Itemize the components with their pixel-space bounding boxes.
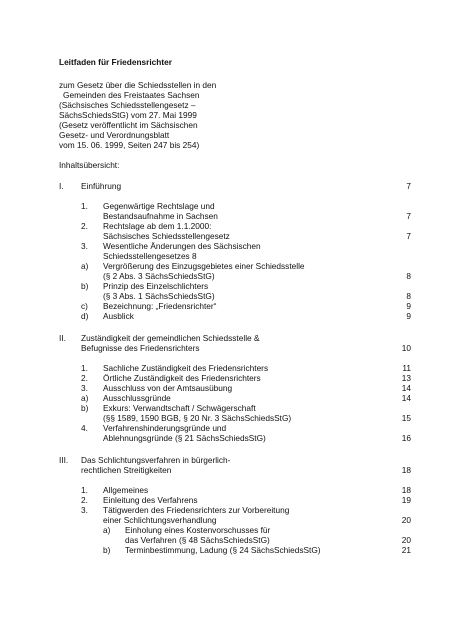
toc-title: Vergrößerung des Einzugsgebietes einer Schiedsstelle [103, 261, 305, 271]
toc-title: Exkurs: Verwandtschaft / Schwägerschaft [103, 403, 256, 413]
toc-number: I. [59, 181, 64, 191]
toc-page-number: 9 [406, 301, 411, 311]
toc-title: einer Schlichtungsverhandlung [103, 515, 217, 525]
toc-page-number: 13 [401, 373, 411, 383]
toc-title: Das Schlichtungsverfahren in bürgerlich- [81, 455, 231, 465]
toc-title: Einholung eines Kostenvorschusses für [125, 525, 271, 535]
toc-title: Bezeichnung: „Friedensrichter“ [103, 301, 217, 311]
toc-title: Einführung [81, 181, 122, 191]
toc-page-number: 19 [401, 495, 411, 505]
toc-number: a) [81, 393, 89, 403]
toc-number: 3. [81, 505, 88, 515]
toc-title: Einleitung des Verfahrens [103, 495, 198, 505]
toc-number: 2. [81, 495, 88, 505]
toc-number: a) [103, 525, 111, 535]
toc-page-number: 20 [401, 535, 411, 545]
intro-line: vom 15. 06. 1999, Seiten 247 bis 254) [59, 140, 200, 150]
toc-title: Wesentliche Änderungen des Sächsischen [103, 241, 261, 251]
toc-title: Bestandsaufnahme in Sachsen [103, 211, 218, 221]
toc-page-number: 18 [401, 485, 411, 495]
toc-title: Ablehnungsgründe (§ 21 SächsSchiedsStG) [103, 433, 266, 443]
toc-title: Ausschlussgründe [103, 393, 171, 403]
toc-title: (§ 3 Abs. 1 SächsSchiedsStG) [103, 291, 215, 301]
toc-page-number: 10 [401, 343, 411, 353]
intro-line: (Sächsisches Schiedsstellengesetz – [59, 100, 196, 110]
toc-page-number: 11 [402, 363, 411, 373]
toc-number: b) [103, 545, 111, 555]
toc-page-number: 7 [406, 231, 411, 241]
intro-line: (Gesetz veröffentlicht im Sächsischen [59, 120, 198, 130]
toc-title: Sachliche Zuständigkeit des Friedensrichters [103, 363, 269, 373]
toc-number: 3. [81, 241, 88, 251]
toc-page-number: 15 [401, 413, 411, 423]
toc-title: Sächsisches Schiedsstellengesetz [103, 231, 230, 241]
toc-title: Ausblick [103, 311, 134, 321]
toc-number: c) [81, 301, 88, 311]
toc-number: II. [59, 333, 66, 343]
toc-page-number: 16 [401, 433, 411, 443]
toc-number: III. [59, 455, 69, 465]
toc-title: Schiedsstellengesetzes 8 [103, 251, 197, 261]
toc-heading: Inhaltsübersicht: [59, 160, 120, 170]
toc-title: Rechtslage ab dem 1.1.2000: [103, 221, 212, 231]
intro-line: zum Gesetz über die Schiedsstellen in den [59, 80, 217, 90]
toc-title: (§ 2 Abs. 3 SächsSchiedsStG) [103, 271, 215, 281]
toc-number: 3. [81, 383, 88, 393]
toc-title: (§§ 1589, 1590 BGB, § 20 Nr. 3 SächsSchiedsStG) [103, 413, 292, 423]
toc-page-number: 14 [401, 383, 411, 393]
toc-number: d) [81, 311, 89, 321]
toc-number: 4. [81, 423, 88, 433]
toc-title: Tätigwerden des Friedensrichters zur Vorbereitung [103, 505, 290, 515]
toc-title: Befugnisse des Friedensrichters [81, 343, 200, 353]
toc-number: 2. [81, 221, 88, 231]
toc-page-number: 7 [406, 211, 411, 221]
toc-page-number: 21 [401, 545, 411, 555]
toc-number: 1. [81, 201, 88, 211]
toc-page-number: 8 [406, 291, 411, 301]
toc-page-number: 18 [401, 465, 411, 475]
toc-title: Prinzip des Einzelschlichters [103, 281, 209, 291]
toc-title: Örtliche Zuständigkeit des Friedensrichters [103, 373, 261, 383]
toc-page-number: 9 [406, 311, 411, 321]
toc-title: rechtlichen Streitigkeiten [81, 465, 172, 475]
toc-title: Zuständigkeit der gemeindlichen Schiedsstelle & [81, 333, 260, 343]
toc-page-number: 7 [406, 181, 411, 191]
toc-page-number: 20 [401, 515, 411, 525]
toc-page-number: 8 [406, 271, 411, 281]
toc-title: Gegenwärtige Rechtslage und [103, 201, 215, 211]
toc-number: b) [81, 403, 89, 413]
toc-title: Verfahrenshinderungsgründe und [103, 423, 227, 433]
intro-line: SächsSchiedsStG) vom 27. Mai 1999 [59, 110, 197, 120]
toc-number: 1. [81, 485, 88, 495]
intro-line: Gemeinden des Freistaates Sachsen [63, 90, 200, 100]
toc-title: das Verfahren (§ 48 SächsSchiedsStG) [125, 535, 270, 545]
toc-title: Allgemeines [103, 485, 149, 495]
toc-number: b) [81, 281, 89, 291]
toc-page-number: 14 [401, 393, 411, 403]
toc-title: Ausschluss von der Amtsausübung [103, 383, 233, 393]
document-title: Leitfaden für Friedensrichter [59, 57, 172, 67]
toc-number: 2. [81, 373, 88, 383]
intro-line: Gesetz- und Verordnungsblatt [59, 130, 170, 140]
toc-title: Terminbestimmung, Ladung (§ 24 SächsSchiedsStG) [125, 545, 321, 555]
toc-number: a) [81, 261, 89, 271]
toc-number: 1. [81, 363, 88, 373]
